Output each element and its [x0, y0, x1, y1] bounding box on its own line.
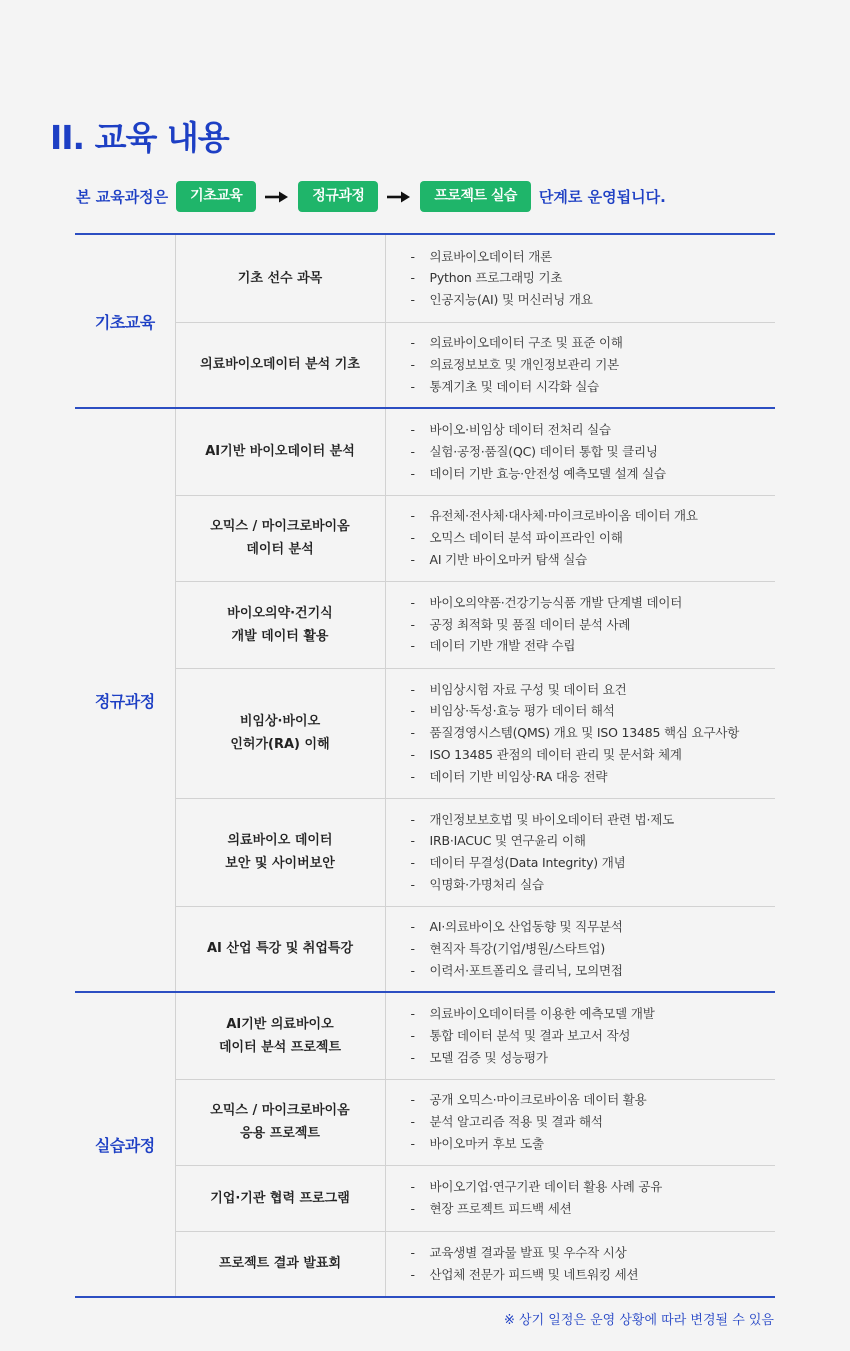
page-heading: II. 교육 내용	[50, 118, 229, 157]
subject-title	[175, 1079, 385, 1165]
subject-title	[175, 798, 385, 906]
subject-title	[175, 495, 385, 581]
dash-marker: -	[410, 876, 415, 892]
section-block	[75, 234, 775, 408]
dash-marker: -	[410, 1006, 415, 1022]
dash-marker: -	[410, 1092, 415, 1108]
detail-item	[411, 441, 776, 463]
detail-item	[411, 267, 776, 289]
category-label: 실습과정	[75, 992, 175, 1297]
category-label: 기초교육	[75, 234, 175, 408]
dash-marker: -	[410, 811, 415, 827]
dash-marker: -	[410, 1266, 415, 1282]
subject-title	[175, 322, 385, 408]
subject-title-line: AI 산업 특강 및 취업특강	[206, 941, 354, 957]
curriculum-row	[75, 798, 775, 906]
detail-text: 유전체·전사체·대사체·마이크로바이옴 데이터 개요	[429, 508, 698, 524]
curriculum-row	[75, 581, 775, 668]
dash-marker: -	[410, 616, 415, 632]
dash-marker: -	[410, 1049, 415, 1065]
detail-text: 데이터 기반 효능·안전성 예측모델 설계 실습	[429, 465, 666, 481]
detail-item	[411, 722, 776, 744]
detail-item	[411, 635, 776, 657]
dash-marker: -	[410, 919, 415, 935]
subject-title-line: 데이터 분석 프로젝트	[218, 1039, 342, 1055]
detail-list	[385, 234, 775, 322]
subject-title-line: 오믹스 / 마이크로바이옴	[210, 519, 350, 534]
dash-marker: -	[410, 594, 415, 610]
detail-text: 의료바이오데이터 개론	[429, 248, 553, 264]
subject-title-line: 기초 선수 과목	[237, 270, 323, 286]
curriculum-row	[75, 668, 775, 798]
step-pill-regular: 정규과정	[298, 181, 378, 212]
subject-title	[175, 1231, 385, 1297]
step-pill-project: 프로젝트 실습	[420, 181, 531, 212]
detail-text: 산업체 전문가 피드백 및 네트워킹 세션	[429, 1266, 639, 1282]
curriculum-row	[75, 408, 775, 495]
subject-title	[175, 581, 385, 668]
dash-marker: -	[410, 638, 415, 654]
detail-text: IRB·IACUC 및 연구윤리 이해	[429, 833, 586, 849]
detail-text: 의료정보보호 및 개인정보관리 기본	[429, 356, 619, 372]
detail-text: 비임상시험 자료 구성 및 데이터 요건	[429, 681, 627, 697]
detail-list	[385, 798, 775, 906]
detail-item	[411, 1089, 776, 1111]
step-pill-basic: 기초교육	[176, 181, 256, 212]
dash-marker: -	[410, 443, 415, 459]
detail-text: 바이오·비임상 데이터 전처리 실습	[429, 422, 611, 438]
detail-item	[411, 376, 776, 398]
detail-list	[385, 992, 775, 1079]
detail-text: 현직자 특강(기업/병원/스타트업)	[429, 940, 606, 956]
subject-title-line: 오믹스 / 마이크로바이옴	[210, 1103, 350, 1118]
dash-marker: -	[410, 855, 415, 870]
dash-marker: -	[410, 551, 415, 567]
subject-title	[175, 234, 385, 322]
detail-text: 비임상·독성·효능 평가 데이터 해석	[429, 703, 615, 719]
subject-title-line: 바이오의약·건기식	[227, 605, 333, 621]
detail-item	[411, 809, 776, 831]
dash-marker: -	[410, 1245, 415, 1261]
detail-item	[411, 679, 776, 701]
curriculum-table	[75, 233, 775, 1298]
detail-text: 공정 최적화 및 품질 데이터 분석 사례	[429, 616, 631, 632]
detail-item	[411, 289, 776, 311]
subject-title-line: 의료바이오 데이터	[227, 833, 333, 848]
detail-item	[411, 1025, 776, 1047]
detail-text: 품질경영시스템(QMS) 개요 및 ISO 13485 핵심 요구사항	[429, 725, 740, 741]
detail-text: 개인정보보호법 및 바이오데이터 관련 법·제도	[429, 811, 674, 827]
detail-item	[411, 938, 776, 960]
detail-text: 바이오마커 후보 도출	[429, 1135, 544, 1151]
dash-marker: -	[410, 378, 415, 394]
course-flow	[76, 181, 666, 212]
dash-marker: -	[410, 465, 415, 481]
detail-text: 통계기초 및 데이터 시각화 실습	[429, 378, 599, 394]
subject-title-line: 의료바이오데이터 분석 기초	[200, 357, 360, 373]
detail-text: 의료바이오데이터를 이용한 예측모델 개발	[429, 1006, 655, 1022]
subject-title-line: 프로젝트 결과 발표회	[218, 1256, 342, 1272]
detail-list	[385, 322, 775, 408]
subject-title-line: AI기반 바이오데이터 분석	[205, 444, 355, 460]
section-block	[75, 408, 775, 992]
detail-item	[411, 830, 776, 852]
detail-list	[385, 581, 775, 668]
detail-item	[411, 246, 776, 268]
dash-marker: -	[410, 703, 415, 719]
dash-marker: -	[410, 1135, 415, 1151]
detail-item	[411, 419, 776, 441]
detail-item	[411, 1176, 776, 1198]
subject-title-line: 기업·기관 협력 프로그램	[210, 1190, 350, 1206]
detail-list	[385, 1079, 775, 1165]
detail-text: 의료바이오데이터 구조 및 표준 이해	[429, 335, 623, 351]
detail-item	[411, 1264, 776, 1286]
detail-list	[385, 1165, 775, 1231]
detail-item	[411, 505, 776, 527]
detail-list	[385, 408, 775, 495]
detail-list	[385, 906, 775, 992]
detail-text: 교육생별 결과물 발표 및 우수작 시상	[429, 1245, 627, 1261]
curriculum-row	[75, 1079, 775, 1165]
detail-list	[385, 668, 775, 798]
detail-item	[411, 354, 776, 376]
dash-marker: -	[410, 833, 415, 849]
detail-item	[411, 766, 776, 788]
flow-suffix: 단계로 운영됩니다.	[538, 188, 666, 206]
detail-text: 분석 알고리즘 적용 및 결과 해석	[429, 1114, 603, 1130]
detail-item	[411, 527, 776, 549]
detail-item	[411, 1133, 776, 1155]
detail-text: 이력서·포트폴리오 클리닉, 모의면접	[429, 962, 623, 978]
detail-list	[385, 1231, 775, 1297]
detail-text: 바이오기업·연구기관 데이터 활용 사례 공유	[429, 1179, 663, 1195]
detail-item	[411, 1003, 776, 1025]
detail-item	[411, 700, 776, 722]
detail-text: 익명화·가명처리 실습	[429, 876, 544, 892]
detail-item	[411, 1198, 776, 1220]
detail-item	[411, 916, 776, 938]
dash-marker: -	[410, 1027, 415, 1043]
detail-item	[411, 614, 776, 636]
subject-title-line: AI기반 의료바이오	[226, 1016, 334, 1032]
dash-marker: -	[410, 962, 415, 978]
dash-marker: -	[410, 530, 415, 546]
detail-item	[411, 852, 776, 874]
curriculum-row	[75, 992, 775, 1079]
dash-marker: -	[410, 768, 415, 784]
subject-title-line: 보안 및 사이버보안	[225, 856, 335, 871]
dash-marker: -	[410, 248, 415, 264]
detail-item	[411, 960, 776, 982]
detail-text: 공개 오믹스·마이크로바이옴 데이터 활용	[429, 1092, 647, 1108]
detail-item	[411, 592, 776, 614]
dash-marker: -	[410, 940, 415, 956]
detail-item	[411, 549, 776, 571]
detail-text: 현장 프로젝트 피드백 세션	[429, 1201, 572, 1216]
subject-title-line: 개발 데이터 활용	[231, 628, 329, 644]
detail-text: 실험·공정·품질(QC) 데이터 통합 및 클리닝	[429, 443, 658, 459]
dash-marker: -	[410, 270, 415, 286]
curriculum-row	[75, 322, 775, 408]
detail-item	[411, 332, 776, 354]
detail-item	[411, 1242, 776, 1264]
detail-text: Python 프로그래밍 기초	[429, 270, 563, 286]
detail-item	[411, 1047, 776, 1069]
dash-marker: -	[410, 1201, 415, 1216]
detail-text: 오믹스 데이터 분석 파이프라인 이해	[429, 530, 623, 546]
dash-marker: -	[410, 422, 415, 438]
detail-list	[385, 495, 775, 581]
subject-title	[175, 408, 385, 495]
detail-item	[411, 874, 776, 896]
detail-item	[411, 1111, 776, 1133]
detail-item	[411, 744, 776, 766]
detail-item	[411, 463, 776, 485]
curriculum-row	[75, 1231, 775, 1297]
dash-marker: -	[410, 1114, 415, 1130]
subject-title-line: 데이터 분석	[246, 542, 314, 557]
curriculum-row	[75, 234, 775, 322]
dash-marker: -	[410, 508, 415, 524]
subject-title	[175, 668, 385, 798]
subject-title	[175, 906, 385, 992]
detail-text: ISO 13485 관점의 데이터 관리 및 문서화 체계	[429, 746, 682, 762]
curriculum-row	[75, 495, 775, 581]
detail-text: 데이터 기반 개발 전략 수립	[429, 638, 576, 654]
dash-marker: -	[410, 356, 415, 372]
dash-marker: -	[410, 292, 415, 308]
dash-marker: -	[410, 746, 415, 762]
dash-marker: -	[410, 681, 415, 697]
subject-title-line: 비임상·바이오	[239, 714, 321, 729]
arrow-right-icon	[378, 190, 420, 204]
detail-text: 모델 검증 및 성능평가	[429, 1049, 548, 1065]
curriculum-row	[75, 1165, 775, 1231]
detail-text: AI 기반 바이오마커 탐색 실습	[429, 551, 588, 567]
dash-marker: -	[410, 1179, 415, 1195]
detail-text: 데이터 무결성(Data Integrity) 개념	[429, 855, 626, 870]
section-block	[75, 992, 775, 1297]
dash-marker: -	[410, 725, 415, 741]
detail-text: 통합 데이터 분석 및 결과 보고서 작성	[429, 1027, 631, 1043]
detail-text: 인공지능(AI) 및 머신러닝 개요	[429, 292, 593, 308]
subject-title-line: 응용 프로젝트	[240, 1126, 320, 1141]
curriculum-row	[75, 906, 775, 992]
dash-marker: -	[410, 335, 415, 351]
arrow-right-icon	[256, 190, 298, 204]
schedule-note: ※ 상기 일정은 운영 상황에 따라 변경될 수 있음	[504, 1313, 774, 1328]
subject-title	[175, 992, 385, 1079]
flow-prefix: 본 교육과정은	[76, 188, 169, 206]
category-label: 정규과정	[75, 408, 175, 992]
detail-text: AI·의료바이오 산업동향 및 직무분석	[429, 919, 623, 935]
detail-text: 데이터 기반 비임상·RA 대응 전략	[429, 768, 608, 784]
detail-text: 바이오의약품·건강기능식품 개발 단계별 데이터	[429, 594, 683, 610]
subject-title-line: 인허가(RA) 이해	[230, 737, 330, 752]
subject-title	[175, 1165, 385, 1231]
